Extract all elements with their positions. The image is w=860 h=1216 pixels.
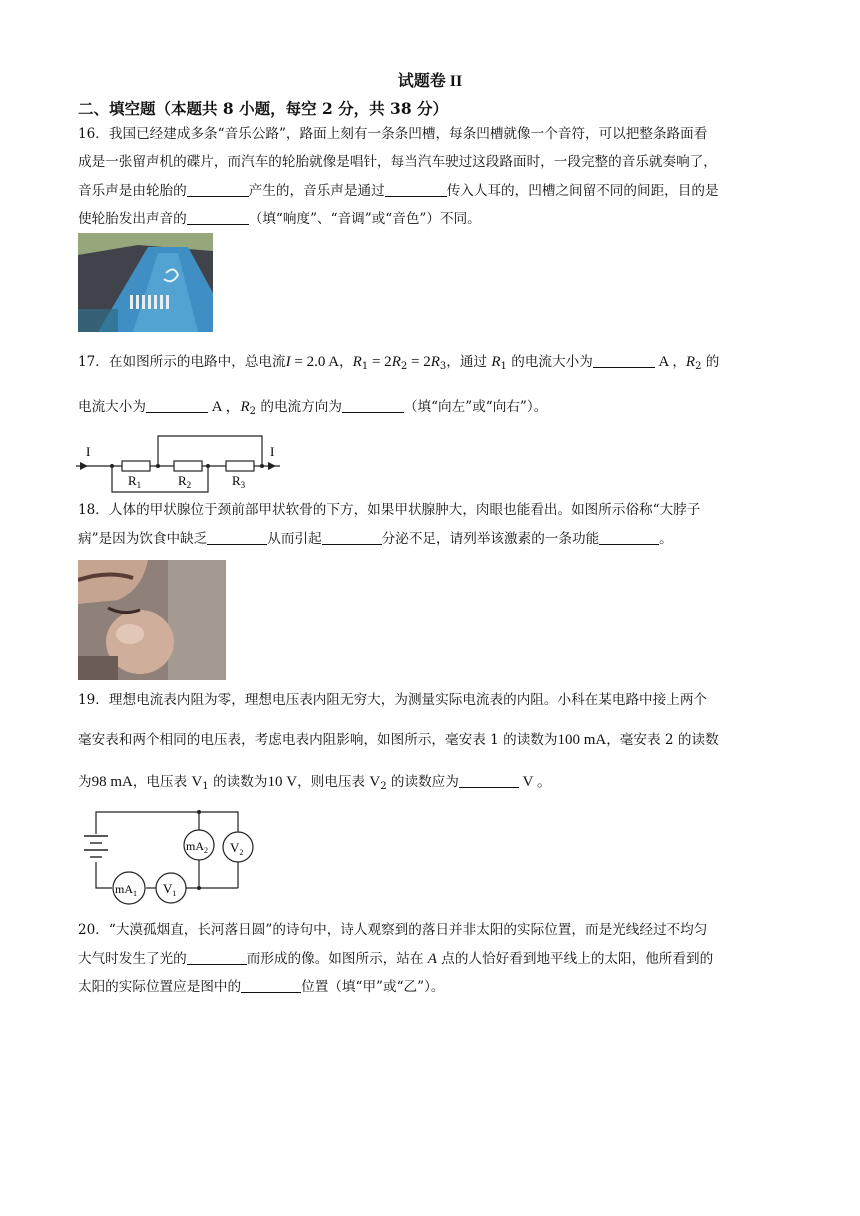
circuit-current-label-right: I [270,444,275,459]
q16-line4: 使轮胎发出声音的 （填“响度”、“音调”或“音色”）不同。 [78,211,481,227]
q18-line1: 18．人体的甲状腺位于颈前部甲状软骨的下方，如果甲状腺肿大，肉眼也能看出。如图所示俗称“大脖子 [78,502,701,518]
r1-label: $R_1$ [128,473,142,490]
answer-blank[interactable] [342,400,404,413]
ma1-meter-label: $mA_1$ [115,882,137,898]
answer-blank[interactable] [459,775,519,788]
circuit-current-label-left: I [86,444,91,459]
q19-line1: 19．理想电流表内阻为零，理想电压表内阻无穷大，为测量实际电流表的内阻。小科在某电路中接上两个 [78,692,708,708]
q17-line2: 电流大小为 A ，$R_2$ 的电流方向为 （填“向左”或“向右”）。 [78,399,548,417]
q19-circuit-diagram [82,806,262,908]
answer-blank[interactable] [385,184,447,197]
answer-blank[interactable] [187,184,249,197]
v1-meter-label: $V_1$ [163,881,177,898]
answer-blank[interactable] [187,212,249,225]
q16-line1: 16．我国已经建成多条“音乐公路”，路面上刻有一条条凹槽，每条凹槽就像一个音符，可以把整条路面看 [78,126,708,142]
q16-line2: 成是一张留声机的碟片，而汽车的轮胎就像是唱针，每当汽车驶过这段路面时，一段完整的音乐就奏响了， [78,154,717,170]
q16-line3: 音乐声是由轮胎的 产生的，音乐声是通过 传入人耳的，凹槽之间留不同的间距，目的是 [78,183,719,199]
q19-line2: 毫安表和两个相同的电压表，考虑电表内阻影响，如图所示，毫安表 1 的读数为100 mA，毫安表 2 的读数 [78,732,719,748]
answer-blank[interactable] [187,952,247,965]
q20-line2: 大气时发生了光的 而形成的像。如图所示，站在 A 点的人恰好看到地平线上的太阳，他所看到的 [78,951,714,967]
r3-label: $R_3$ [232,473,246,490]
page-title: 试题卷 II [397,73,463,90]
answer-blank[interactable] [593,355,655,368]
music-road-photo [78,233,213,332]
answer-blank[interactable] [207,532,267,545]
answer-blank[interactable] [241,980,301,993]
q19-line3: 为98 mA，电压表 $V_1$ 的读数为10 V，则电压表 $V_2$ 的读数应为 V 。 [78,774,552,792]
goiter-photo [78,560,226,680]
ma2-meter-label: $mA_2$ [186,839,208,855]
answer-blank[interactable] [322,532,382,545]
q20-line3: 太阳的实际位置应是图中的 位置（填“甲”或“乙”）。 [78,979,445,995]
section-heading: 二、填空题（本题共 8 小题，每空 2 分，共 38 分） [78,99,449,118]
r2-label: $R_2$ [178,473,192,490]
answer-blank[interactable] [599,532,659,545]
q20-line1: 20．“大漠孤烟直，长河落日圆”的诗句中，诗人观察到的落日并非太阳的实际位置，而是光线经过不均匀 [78,922,708,938]
q17-circuit-diagram [72,428,286,498]
answer-blank[interactable] [146,400,208,413]
q18-line2: 病”是因为饮食中缺乏 从而引起 分泌不足，请列举该激素的一条功能 。 [78,531,673,547]
q17-line1: 17．在如图所示的电路中，总电流I = 2.0 A，$R_1 = 2R_2 = 2R_3$，通过 $R_1$ 的电流大小为 A ，$R_2$ 的 [78,354,720,372]
v2-meter-label: $V_2$ [230,840,244,857]
